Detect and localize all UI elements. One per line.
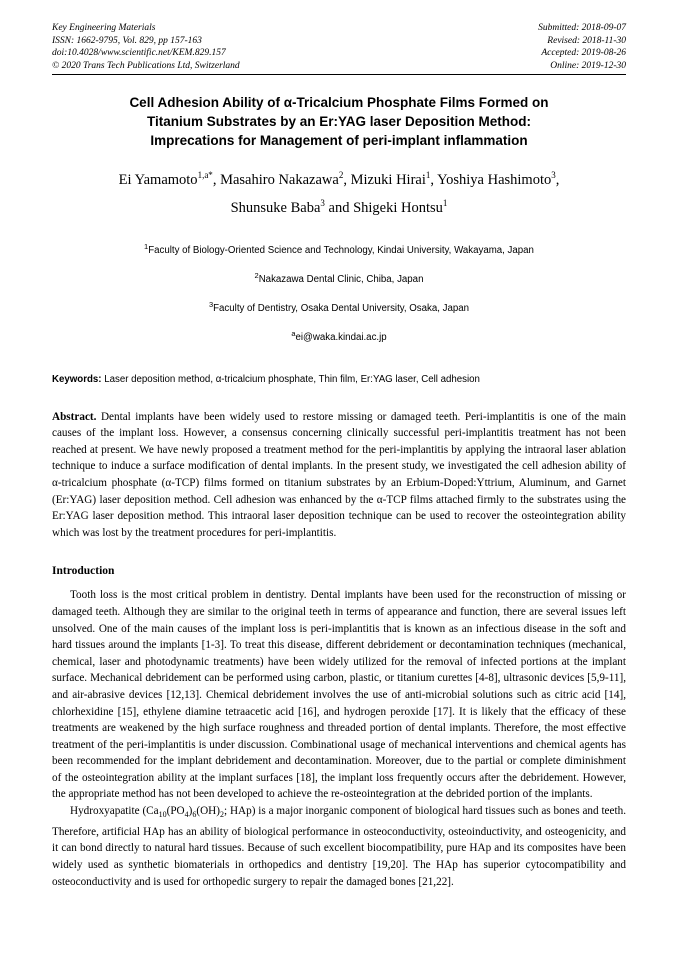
para2-seg-1: Hydroxyapatite (Ca <box>70 805 159 818</box>
affiliation-text-2: Nakazawa Dental Clinic, Chiba, Japan <box>258 274 424 286</box>
keywords-label: Keywords: <box>52 373 102 385</box>
corresponding-email <box>52 321 626 350</box>
journal-issn-volume: ISSN: 1662-9795, Vol. 829, pp 157-163 <box>52 35 202 46</box>
affiliation-marker-1: 1 <box>144 241 149 251</box>
introduction-body <box>52 587 626 890</box>
title-line-2: Titanium Substrates by an Er:YAG laser Deposition Method: <box>146 114 532 129</box>
author-name-6: and Shigeki Hontsu <box>324 199 443 216</box>
affiliation-1 <box>52 234 626 263</box>
affiliation-3 <box>52 292 626 321</box>
revised-date: Revised: 2018-11-30 <box>547 35 626 46</box>
keywords-block <box>52 373 626 387</box>
journal-header <box>52 22 626 75</box>
affiliation-2 <box>52 263 626 292</box>
para2-seg-3: ) <box>188 805 193 818</box>
author-name-4: , Yoshiya Hashimoto <box>430 171 552 188</box>
author-separator: , <box>555 171 560 188</box>
page-title <box>52 93 626 150</box>
affiliation-list <box>52 234 626 351</box>
keywords-text: Laser deposition method, α-tricalcium phosphate, Thin film, Er:YAG laser, Cell adhesion <box>101 373 480 385</box>
para2-seg-2: (PO <box>166 805 185 818</box>
journal-header-left <box>52 22 240 72</box>
journal-doi: doi:10.4028/www.scientific.net/KEM.829.157 <box>52 48 226 58</box>
abstract-text: Dental implants have been widely used to restore missing or damaged teeth. Peri-implantitis is one of the main causes of the implant loss. However, a consensus concerning clinically successful peri-implantitis treatment has not been reached at present. We have newly proposed a treatment method for the peri-implantitis by applying the intraoral laser ablation technique to induce a surface modification of dental implants. In the present study, we investigated the cell adhesion ability of α-tricalcium phosphate (α-TCP) films formed on titanium substrates by an Erbium-Doped:Yttrium, Aluminum, and Garnet (Er:YAG) laser deposition method. Cell adhesion was enhanced by the α-TCP films attached firmly to the substrates using the Er:YAG laser deposition method. This intraoral laser deposition technique can be used to recover the osteointegration ability which was lost by the treatment procedures for peri-implantitis. <box>52 410 626 539</box>
para2-seg-4: (OH) <box>196 805 220 818</box>
author-affil-marker-6: 1 <box>442 197 448 208</box>
para2-sub-1: 10 <box>158 810 167 820</box>
author-affil-marker-1: 1,a* <box>197 170 213 180</box>
submitted-date: Submitted: 2018-09-07 <box>538 23 626 33</box>
author-line-1 <box>52 164 626 192</box>
email-text: ei@waka.kindai.ac.jp <box>295 332 387 344</box>
para2-seg-5: ; HAp) is a major inorganic component of biological hard tissues such as bones and teeth. Therefore, artificial HAp has an ability of biological performance in osteoconductivity, osteoinductivity, and osteogenicity, and it can bond directly to natural hard tissues. Because of such excellent biocompatibility, pure HAp and its composites have been widely used as synthetic biomaterials in orthopedics and dentistry [19,20]. The HAp has superior cytocompatibility and osteoconductivity and is used for orthopedic surgery to repair the damaged bones [21,22]. <box>52 805 626 888</box>
author-affil-marker-3: 1 <box>425 170 431 180</box>
abstract-label: Abstract. <box>52 410 97 423</box>
para2-sub-2: 4 <box>184 810 189 820</box>
affiliation-marker-3: 3 <box>208 300 214 310</box>
author-name-2: , Masahiro Nakazawa <box>212 171 339 188</box>
author-name-5: Shunsuke Baba <box>230 199 321 216</box>
online-date: Online: 2019-12-30 <box>550 60 626 71</box>
author-name-3: , Mizuki Hirai <box>343 171 426 188</box>
journal-copyright: © 2020 Trans Tech Publications Ltd, Switzerland <box>52 60 240 71</box>
author-affil-marker-4: 3 <box>551 170 556 180</box>
author-affil-marker-5: 3 <box>320 197 325 208</box>
introduction-paragraph-1: Tooth loss is the most critical problem in dentistry. Dental implants have been used for the reconstruction of missing or damaged teeth. Although they are similar to the original teeth in terms of appearance and function, there are several issues left unsolved. One of the main causes of the implant loss is peri-implantitis that is known as an infectious disease in the soft and hard tissues around the implants [1-3]. To treat this disease, different debridement or decontamination techniques (mechanical, chemical, laser and photodynamic treatments) have been widely utilized for the removal of infected portions at the implant surface. Mechanical debridement can be performed using carbon, plastic, or titanium curettes [4-8], ultrasonic devices [5,9-11], and air-abrasive devices [12,13]. Chemical debridement involves the use of anti-microbial solutions such as citric acid [14], chlorhexidine [15], ethylene diamine tetraacetic acid [16], and hydrogen peroxide [17]. It is likely that the efficacy of these treatments are weakened by the high surface roughness and threaded portion of dental implants. Therefore, the most effective treatment of the peri-implantitis is under discussion. Combinational usage of mechanical interventions and chemical agents has been recommended for the implant debridement and decontamination. Moreover, due to the partial or complete diminishment of the osteointegration ability at the implant surfaces [18], the implant loss frequently occurs after the debridement. However, the appropriate method has not been developed to achieve the re-osteointegration at the debrided portion of the implants. <box>52 589 626 801</box>
journal-name: Key Engineering Materials <box>52 23 156 33</box>
introduction-paragraph-2 <box>52 803 626 890</box>
section-heading-introduction: Introduction <box>52 565 115 578</box>
title-line-3: Imprecations for Management of peri-implant inflammation <box>150 133 528 148</box>
author-line-2 <box>52 192 626 220</box>
journal-header-right <box>538 22 626 72</box>
email-marker: a <box>291 329 296 339</box>
author-name-1: Ei Yamamoto <box>118 171 198 188</box>
author-affil-marker-2: 2 <box>338 170 344 180</box>
abstract-block <box>52 409 626 542</box>
affiliation-marker-2: 2 <box>254 270 259 280</box>
title-line-1: Cell Adhesion Ability of α-Tricalcium Phosphate Films Formed on <box>129 95 549 110</box>
affiliation-text-3: Faculty of Dentistry, Osaka Dental University, Osaka, Japan <box>213 303 470 315</box>
para2-sub-3: 6 <box>192 810 197 820</box>
para2-sub-4: 2 <box>219 810 224 820</box>
author-list <box>52 164 626 220</box>
accepted-date: Accepted: 2019-08-26 <box>541 48 626 58</box>
affiliation-text-1: Faculty of Biology-Oriented Science and Technology, Kindai University, Wakayama, Japan <box>148 244 534 256</box>
